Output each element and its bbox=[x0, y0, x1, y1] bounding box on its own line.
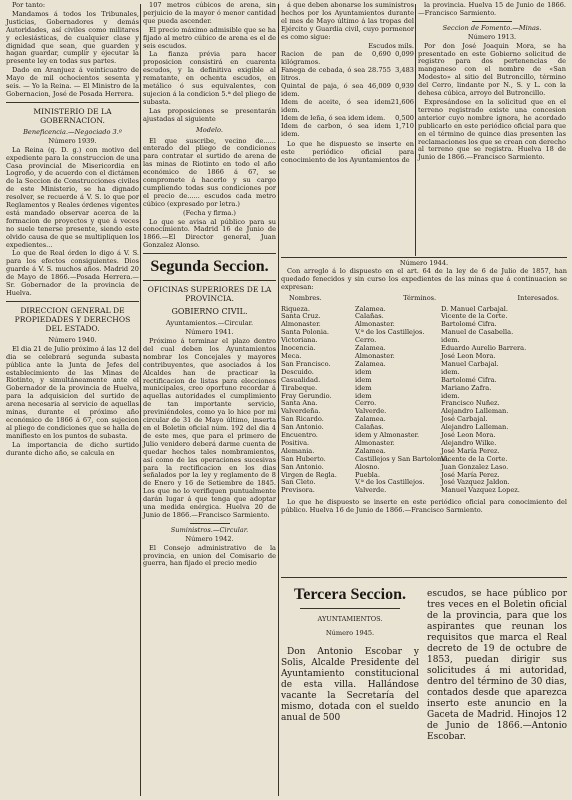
column-2 bbox=[143, 2, 276, 569]
paragraph: Con arreglo á lo dispuesto en el art. 64 de la ley de 6 de Julio de 1857, han quedado fenecidos y sin curso los expedientes de las minas que á continuacion se expresan: bbox=[281, 266, 567, 291]
divider bbox=[143, 253, 276, 254]
price-label: Fanega de cebada, ó sea 28.755 litros. bbox=[281, 66, 391, 83]
column-4 bbox=[418, 2, 566, 163]
mine-name: Casualidad. bbox=[281, 375, 321, 384]
direccion-title: DIRECCION GENERAL DE PROPIEDADES Y DERECHOS DEL ESTADO. bbox=[14, 305, 131, 333]
mine-termino: Zalamea. bbox=[355, 415, 386, 424]
divider bbox=[281, 577, 567, 578]
column-rule bbox=[140, 4, 141, 796]
mine-interesado: Francisco Nuñez. bbox=[441, 399, 500, 408]
mine-name: San Antonio. bbox=[281, 462, 324, 471]
notice-number: Número 1939. bbox=[48, 136, 97, 145]
mine-termino: idem bbox=[355, 391, 372, 400]
circular-heading: Suministros.—Circular. bbox=[170, 525, 249, 534]
paragraph: Dado en Aranjuez á veinticuatro de Mayo de mil ochocientos sesenta y seis. — Yo la Reina. — El Ministro de la Gobernacion, José de Posada Herrera. bbox=[6, 66, 139, 98]
mine-interesado: D. Manuel Carbajal. bbox=[441, 304, 508, 313]
mine-name: Descuido. bbox=[281, 367, 314, 376]
price-label: Idem de aceite, ó sea idem idem. bbox=[281, 97, 391, 114]
mine-termino: Zalamea. bbox=[355, 446, 386, 455]
price-value: 21,606 bbox=[390, 97, 414, 106]
mine-interesado: Vicente de la Corte. bbox=[441, 312, 508, 321]
mine-name: Virgen de Regla. bbox=[281, 470, 337, 479]
paragraph: El que suscribe, vecino de...... enterado del pliego de condiciones para contratar el surtido de arena de las minas de Riotinto en todo el año económico de 1866 á 67, se compromete á hacerlo y su cargo cumpliendo todas sus condiciones por el precio de...... escudos cada metro cúbico (expresado por letra.) bbox=[143, 136, 276, 208]
mine-termino: Zalamea. bbox=[355, 359, 386, 368]
price-label: Idem de carbon, ó sea idem idem. bbox=[281, 121, 391, 138]
mine-name: Tirabeque. bbox=[281, 383, 318, 392]
mine-termino: Puebla. bbox=[355, 470, 380, 479]
paragraph: Expresándose en la solicitud que en el terreno registrado existe una concesion anterior cuyo nombre ignora, he acordado publicarlo en este periódico oficial para que en el término de quince dias presenten las reclamaciones los que se crean con derecho al terreno que se registra. Huelva 18 de Junio de 1866.—Francisco Sarmiento. bbox=[418, 97, 566, 162]
mine-name: Santa Cruz. bbox=[281, 312, 321, 321]
notice-number: Número 1941. bbox=[185, 328, 234, 337]
table-row bbox=[281, 51, 414, 67]
mine-termino: Almonaster. bbox=[355, 320, 395, 329]
modelo-title: Modelo. bbox=[196, 125, 223, 134]
mine-termino: Almonaster. bbox=[355, 351, 395, 360]
paragraph: La importancia de dicho surtido durante dicho año, se calcula en bbox=[6, 440, 139, 457]
seccion-fomento-title: Seccion de Fomento.—Minas. bbox=[442, 23, 542, 32]
tercera-left bbox=[281, 580, 419, 733]
paragraph: Las proposiciones se presentarán ajustadas al siguiente bbox=[143, 106, 276, 123]
mine-name: Riqueza. bbox=[281, 304, 310, 313]
mine-interesado: idem. bbox=[441, 336, 460, 345]
column-header: Términos. bbox=[403, 293, 437, 302]
mine-name: Inocencia. bbox=[281, 344, 316, 353]
price-label: Quintal de paja, ó sea 46,009 idem. bbox=[281, 82, 391, 98]
table-row bbox=[281, 99, 414, 115]
mine-name: San Ricardo. bbox=[281, 415, 324, 424]
column-rule bbox=[278, 4, 279, 796]
mine-name: Encuentro. bbox=[281, 431, 318, 440]
mine-interesado: José Vazquez Jaldon. bbox=[441, 478, 510, 487]
price-table bbox=[281, 51, 414, 138]
mine-name: Almonaster. bbox=[281, 320, 321, 329]
paragraph: El precio máximo admisible que se ha fijado al metro cúbico de arena es el de seis escudos. bbox=[143, 25, 276, 50]
notice-number: Número 1945. bbox=[325, 629, 375, 638]
table-row bbox=[281, 83, 414, 99]
mine-termino: idem bbox=[355, 383, 372, 392]
mine-interesado: José Leon Mora. bbox=[441, 431, 496, 440]
paragraph: El Consejo administrativo de la provincia, en union del Comisario de guerra, han fijado el precio medio bbox=[143, 543, 276, 568]
column-header: Nombres. bbox=[289, 293, 322, 302]
paragraph: Por tanto: bbox=[12, 1, 46, 9]
circular-heading: Ayuntamientos.—Circular. bbox=[165, 319, 254, 328]
mine-interesado: Alejandro Lalleman. bbox=[441, 407, 509, 416]
mine-interesado: Manuel de Casabella. bbox=[441, 328, 514, 337]
price-value: 0,500 bbox=[395, 113, 414, 122]
column-rule bbox=[415, 4, 416, 256]
mine-name: Santa Ana. bbox=[281, 399, 318, 408]
mine-interesado: José Leon Mora. bbox=[441, 351, 496, 360]
price-value: 0,939 bbox=[395, 82, 414, 91]
mine-interesado: idem. bbox=[441, 391, 460, 400]
mine-name: San Antonio. bbox=[281, 423, 324, 432]
ministry-title: MINISTERIO DE LA GOBERNACION. bbox=[33, 106, 112, 125]
mine-name: San Francisco. bbox=[281, 359, 331, 368]
mine-interesado: idem. bbox=[441, 367, 460, 376]
mine-interesado: José Carbajal. bbox=[441, 415, 488, 424]
price-value: 1,710 bbox=[395, 121, 414, 130]
paragraph: Mandamos á todos los Tribunales, Justicias, Gobernadores y demás Autoridades, así civiles como militares y eclesiásticas, de cualquier clase y dignidad que sean, que guarden y hagan guardar, cumplir y ejecutar la presente ley en todas sus partes. bbox=[6, 9, 139, 66]
paragraph: 107 metros cúbicos de arena, sin perjuicio de la mayor ó menor cantidad que pueda ascender. bbox=[143, 1, 276, 25]
mine-name: Valverdeña. bbox=[281, 407, 321, 416]
column-header: Interesados. bbox=[517, 293, 559, 302]
price-value: 0,099 bbox=[395, 50, 414, 59]
paragraph: Lo que se avisa al público para su conocimiento. Madrid 16 de Junio de 1866.—El Director general, Juan Gonzalez Alonso. bbox=[143, 217, 276, 250]
paragraph: Lo que de Real órden lo digo á V. S. para los efectos consiguientes. Dios guarde á V. S. muchos años. Madrid 20 de Mayo de 1866.—Posada Herrera.—Sr. Gobernador de la provincia de Huelva. bbox=[6, 249, 139, 297]
mine-interesado: José María Perez. bbox=[441, 446, 500, 455]
paragraph: á que deben abonarse los suministros hechos por los Ayuntamientos durante el mes de Mayo último á las tropas del Ejército y Guardia civil, cuyo pormenor es como sigue: bbox=[281, 1, 414, 41]
column-3 bbox=[281, 2, 414, 166]
mine-termino: V.ª de los Castillejos. bbox=[355, 328, 425, 337]
fecha-firma: (Fecha y firma.) bbox=[183, 208, 236, 217]
mine-name: Fray Gerundio. bbox=[281, 391, 332, 400]
mine-termino: Alosno. bbox=[355, 462, 380, 471]
ayuntamientos-heading: AYUNTAMIENTOS. bbox=[317, 614, 383, 623]
price-label: Racion de pan de 0,690 kilógramos. bbox=[281, 50, 391, 67]
mines-table bbox=[281, 306, 567, 496]
column-1 bbox=[6, 2, 139, 459]
gobierno-civil-title: GOBIERNO CIVIL. bbox=[171, 307, 248, 317]
price-label: Idem de leña, ó sea idem idem. bbox=[281, 113, 386, 122]
mine-termino: Almonaster. bbox=[355, 438, 395, 447]
paragraph: El dia 21 de Julio próximo á las 12 del dia se celebrará segunda subasta pública ante la Junta de Jefes del establecimiento de las Minas de Riotinto, y simultáneamente ante el Gobernador de la provincia de Huelva, para la adquisicion del surtido de arena necesaria al servicio de aquellas minas, durante el próximo año económico de 1866 á 67, con sujecion al pliego de condiciones que se halla de manifiesto en los puntos de subasta. bbox=[6, 344, 140, 440]
paragraph: Don Antonio Escobar y Solis, Alcalde Presidente del Ayuntamiento constitucional de esta villa. Hallándose vacante la Secretaría del mismo, dotada con el sueldo anual de 500 bbox=[281, 647, 419, 723]
mine-termino: Zalamea. bbox=[355, 304, 386, 313]
divider bbox=[281, 257, 567, 258]
table-row bbox=[281, 67, 414, 83]
mine-name: San Huberto. bbox=[281, 454, 326, 463]
table-header bbox=[281, 295, 567, 303]
mine-interesado: Manuel Carbajal. bbox=[441, 359, 499, 368]
mine-interesado: Manuel Vazquez Lopez. bbox=[441, 486, 520, 495]
segunda-seccion-title: Segunda Seccion. bbox=[150, 258, 269, 276]
notice-number: Número 1942. bbox=[185, 534, 234, 543]
mine-name: Previsora. bbox=[281, 486, 315, 495]
mine-termino: idem y Almonaster. bbox=[355, 431, 420, 440]
mine-termino: V.ª de los Castillejos. bbox=[355, 478, 425, 487]
paragraph: La Reina (q. D. g.) con motivo del expediente para la construccion de una Casa provincial de Misericordia en Logroño, y de acuerdo con el dictámen de la Seccion de Construcciones civiles de este Ministerio, se ha dignado resolver, se recuerde á V. S. lo que por Reglamentos y Reales órdenes vigentes está mandado observar acerca de la formacion de proyectos y que á veces no suele tenerse presente, siendo este olvido causa de que se multipliquen los expedientes... bbox=[6, 145, 139, 249]
mine-interesado: Alejandro Wilke. bbox=[441, 438, 497, 447]
mine-termino: Cerro. bbox=[355, 399, 377, 408]
price-value: 3,483 bbox=[395, 66, 414, 75]
mine-interesado: Eduardo Aurelio Barrera. bbox=[441, 344, 527, 353]
mine-interesado: Bartolomé Cifra. bbox=[441, 320, 497, 329]
divider bbox=[6, 301, 139, 302]
divider bbox=[6, 102, 139, 103]
table-row bbox=[281, 123, 414, 139]
tercera-seccion-title: Tercera Seccion. bbox=[294, 586, 406, 603]
mine-termino: Valverde. bbox=[355, 486, 387, 495]
mine-interesado: José María Perez. bbox=[441, 470, 500, 479]
mine-name: Victoriana. bbox=[281, 336, 318, 345]
mine-termino: idem bbox=[355, 375, 372, 384]
mine-termino: Cerro. bbox=[355, 336, 377, 345]
tercera-right bbox=[427, 580, 567, 752]
notice-number: Número 1944. bbox=[399, 259, 449, 267]
mine-interesado: Alejandro Lalleman. bbox=[441, 423, 509, 432]
mine-termino: Castillejos y San Bartolomé. bbox=[355, 454, 450, 463]
mine-termino: idem bbox=[355, 367, 372, 376]
oficinas-title: OFICINAS SUPERIORES DE LA PROVINCIA. bbox=[147, 285, 272, 304]
mine-name: Santa Polonia. bbox=[281, 328, 329, 337]
paragraph: escudos, se hace público por tres veces en el Boletin oficial de la provincia, para que los aspirantes que reunan los requisitos que marca el Real decreto de 19 de octubre de 1853, puedan dirigir sus solicitudes á mi autoridad, dentro del término de 30 dias, contados desde que aparezca inserto este anuncio en la Gaceta de Madrid. Hinojos 12 de Junio de 1866.—Antonio Escobar. bbox=[427, 589, 567, 742]
notice-number: Número 1913. bbox=[467, 32, 517, 41]
escudos-label: Escudos mils. bbox=[368, 41, 414, 50]
divider bbox=[472, 21, 512, 22]
notice-number: Número 1940. bbox=[48, 335, 97, 344]
paragraph: Por don José Joaquin Mora, se ha presentado en este Gobierno solicitud de registro para dos pertenencias de manganeso con el nombre de «San Modesto» al sitio del Butroncillo, término del Cerro, lindante por N., S. y L. con la dehesa cúbica, arroyo del Butroncillo. bbox=[418, 41, 566, 98]
mine-interesado: Vicente de la Corte. bbox=[441, 454, 508, 463]
mines-section bbox=[281, 260, 567, 515]
divider bbox=[300, 608, 400, 609]
mine-interesado: Bartolomé Cifra. bbox=[441, 375, 497, 384]
paragraph: La fianza prévia para hacer proposicion consistirá en cuarenta escudos, y la definitiva exigible al rematante, en ochenta escudos, en metálico ó sus equivalentes, con sujecion á la condicion 5.ª del pliego de subasta. bbox=[143, 50, 276, 106]
paragraph: la provincia. Huelva 15 de Junio de 1866.—Francisco Sarmiento. bbox=[418, 1, 566, 17]
paragraph: Próximo á terminar el plazo dentro del cual deben los Ayuntamientos nombrar los Concejales y mayores contribuyentes, que asociados á los Alcaldes han de practicar la rectificacion de listas para elecciones municipales, creo oportuno recordar á aquellas autoridades el cumplimiento de tan importante servicio, previniéndoles, como ya lo hice por mi circular de 31 de Mayo último, inserta en el Boletin oficial núm. 192 del dia 4 de este mes, que para el primero de Julio venidero deberá darme cuenta de quedar hechos tales nombramientos, así como de las operaciones sucesivas para la rectificacion en los dias señalados por la ley y reglamento de 8 de Enero y 16 de Setiembre de 1845. Los que no lo verifiquen puntualmente darán lugar á que tenga que adoptar una medida enérgica. Huelva 20 de Junio de 1866.—Francisco Sarmiento. bbox=[143, 337, 276, 519]
mine-termino: Calañas. bbox=[355, 423, 384, 432]
divider bbox=[190, 523, 230, 524]
mine-name: Alemania. bbox=[281, 446, 315, 455]
ministry-subtitle: Beneficencia.—Negociado 3.º bbox=[23, 127, 122, 136]
paragraph: Lo que he dispuesto se inserte en este periódico oficial para conocimiento de los Ayuntamientos de bbox=[281, 140, 414, 165]
mine-termino: Calañas. bbox=[355, 312, 384, 321]
paragraph: Lo que he dispuesto se inserte en este periódico oficial para conocimiento del público. Huelva 16 de Junio de 1866.—Francisco Sarmiento. bbox=[281, 498, 567, 515]
mine-name: Meca. bbox=[281, 351, 302, 360]
mine-name: San Cleto. bbox=[281, 478, 316, 487]
divider bbox=[143, 280, 276, 281]
mine-termino: Zalamea. bbox=[355, 344, 386, 353]
mine-interesado: Juan Gonzalez Laso. bbox=[441, 462, 509, 471]
mine-termino: Valverde. bbox=[355, 407, 387, 416]
mine-name: Positiva. bbox=[281, 438, 310, 447]
mine-interesado: Mariano Zafra. bbox=[441, 383, 492, 392]
